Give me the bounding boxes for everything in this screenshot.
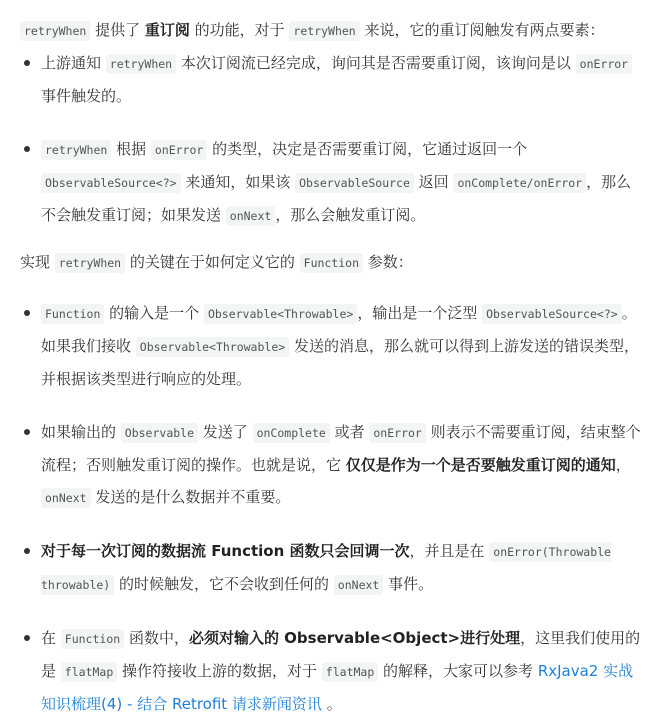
list-item <box>20 535 646 601</box>
text: 。 <box>321 695 342 713</box>
text: 的功能，对于 <box>189 21 290 39</box>
inline-code: flatMap <box>61 662 117 682</box>
text: 发送了 <box>198 423 253 441</box>
text: ，那么会触发重订阅。 <box>275 206 426 224</box>
text: 如果输出的 <box>41 423 121 441</box>
text: 提供了 <box>90 21 145 39</box>
text: 函数中， <box>124 629 189 647</box>
text: ，并且是在 <box>409 542 490 560</box>
inline-code: retryWhen <box>106 54 176 74</box>
inline-code: onError <box>151 140 207 160</box>
retry-elements-list <box>20 47 646 232</box>
list-item <box>20 622 646 720</box>
inline-code: Observable<Throwable> <box>136 337 289 357</box>
article-link[interactable]: RxJava2 实战知识梳理(4) - 结合 Retrofit 请求新闻资讯 <box>41 662 634 713</box>
text: 的输入是一个 <box>104 304 204 322</box>
bold-text: 仅仅是作为一个是否要触发重订阅的通知 <box>345 456 616 474</box>
text: 来说，它的重订阅触发有两点要素： <box>359 21 605 39</box>
list-item <box>20 416 646 514</box>
text: 根据 <box>111 140 151 158</box>
inline-code: Function <box>61 629 124 649</box>
list-spacer <box>20 395 646 416</box>
inline-code: onError <box>369 423 425 443</box>
text: ，这里我们使用的是 <box>41 629 641 680</box>
inline-code: onError <box>576 54 632 74</box>
text: 则表示不需要重订阅，结束整个流程；否则触发重订阅的操作。也就是说，它 <box>41 423 641 474</box>
inline-code: ObservableSource <box>295 173 414 193</box>
inline-code: Observable <box>121 423 198 443</box>
text: ，输出是一个泛型 <box>357 304 483 322</box>
list-spacer <box>20 112 646 133</box>
text: 返回 <box>413 173 454 191</box>
text: 在 <box>41 629 61 647</box>
text: ，那么不会触发重订阅；如果发送 <box>41 173 632 224</box>
bold-text: 重订阅 <box>144 21 190 39</box>
text: 的关键在于如何定义它的 <box>125 253 300 271</box>
inline-code: ObservableSource<?> <box>41 173 181 193</box>
inline-code: Function <box>300 253 363 273</box>
text: 实现 <box>20 253 55 271</box>
text: 的类型，决定是否需要重订阅，它通过返回一个 <box>207 140 528 158</box>
function-paragraph <box>20 246 646 279</box>
text: 操作符接收上游的数据，对于 <box>117 662 322 680</box>
inline-code: onComplete/onError <box>453 173 586 193</box>
text: 上游通知 <box>41 54 106 72</box>
inline-code: onNext <box>41 488 91 508</box>
list-item <box>20 297 646 395</box>
text: 来通知，如果该 <box>180 173 296 191</box>
inline-code: retryWhen <box>289 21 359 41</box>
inline-code: retryWhen <box>55 253 125 273</box>
bold-text: 对于每一次订阅的数据流 Function 函数只会回调一次 <box>41 542 410 560</box>
inline-code: onError(Throwable throwable) <box>41 542 611 595</box>
text: 。如果我们接收 <box>41 304 637 355</box>
text: 发送的消息，那么就可以得到上游发送的错误类型，并根据该类型进行响应的处理。 <box>41 337 639 388</box>
text: 发送的是什么数据并不重要。 <box>90 488 291 506</box>
text: 的时候触发，它不会收到任何的 <box>114 575 334 593</box>
inline-code: onComplete <box>253 423 330 443</box>
intro-paragraph <box>20 14 646 47</box>
text: 事件。 <box>383 575 434 593</box>
function-notes-list <box>20 297 646 720</box>
text: 事件触发的。 <box>41 87 132 105</box>
bold-text: 必须对输入的 Observable<Object>进行处理 <box>188 629 521 647</box>
inline-code: Observable<Throwable> <box>204 304 357 324</box>
inline-code: onNext <box>334 575 384 595</box>
list-spacer <box>20 514 646 535</box>
inline-code: ObservableSource<?> <box>482 304 622 324</box>
list-item <box>20 47 646 112</box>
inline-code: flatMap <box>322 662 378 682</box>
text: 参数： <box>363 253 413 271</box>
inline-code: onNext <box>226 206 276 226</box>
inline-code: Function <box>41 304 104 324</box>
text: 本次订阅流已经完成，询问其是否需要重订阅，该询问是以 <box>176 54 576 72</box>
text: 的解释，大家可以参考 <box>378 662 538 680</box>
list-spacer <box>20 601 646 622</box>
text: 或者 <box>329 423 370 441</box>
article-body <box>0 14 656 720</box>
inline-code: retryWhen <box>41 140 111 160</box>
list-item <box>20 133 646 232</box>
inline-code: retryWhen <box>20 21 90 41</box>
text: ， <box>615 456 631 474</box>
